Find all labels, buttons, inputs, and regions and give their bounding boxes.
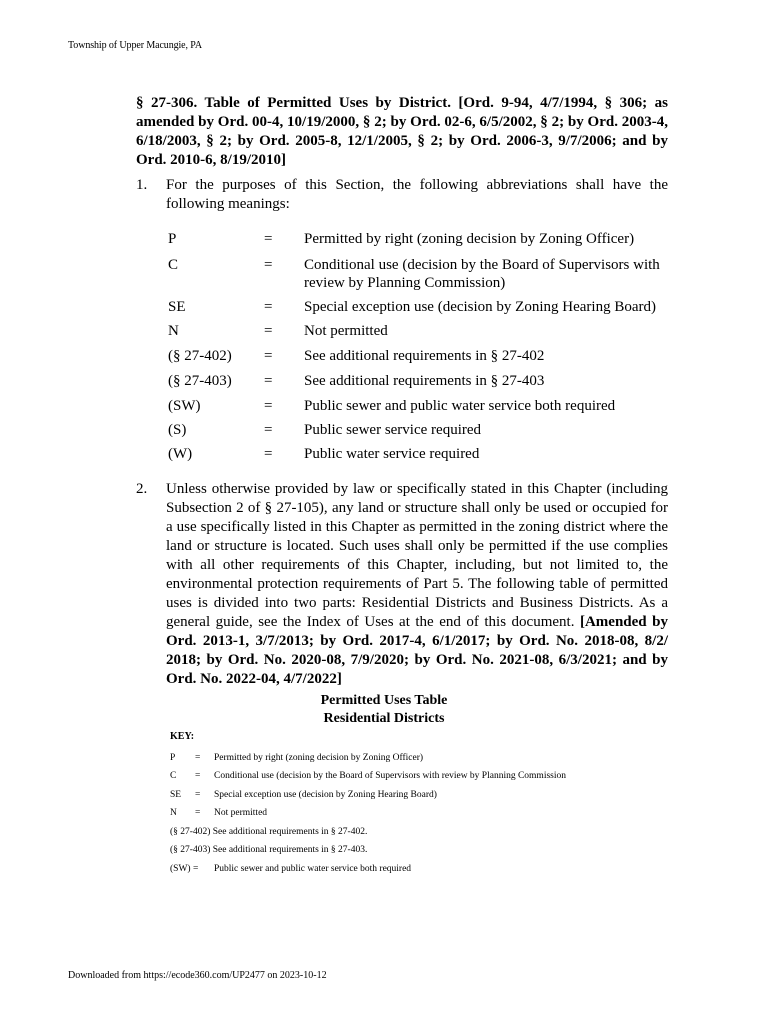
key-definition: Not permitted bbox=[214, 808, 268, 818]
amendment-note: [Amended by Ord. 2013-1, 3/7/2013; by Ord. 2017-4, 6/1/2017; by Ord. No. 2018-08, 8/2/ 2018; by Ord. No. 2020-08, 7/9/2020; by Ord. No. 2021-08, 6/3/2021; and by Ord. No. 2022-04, 4/7/2022] bbox=[166, 614, 668, 687]
abbreviation-definition: Public water service required bbox=[304, 446, 480, 462]
equals-sign: = bbox=[264, 373, 273, 389]
key-definition: Permitted by right (zoning decision by Zoning Officer) bbox=[214, 753, 424, 763]
table-title: Permitted Uses Table bbox=[320, 693, 448, 708]
section-title: § 27-306. Table of Permitted Uses by District. [Ord. 9-94, 4/7/1994, § 306; as amended by Ord. 00-4, 10/19/2000, § 2; by Ord. 02-6, 6/5/2002, § 2; by Ord. 2003-4, 6/18/2003, § 2; by Ord. 2005-8, 12/1/2005, § 2; by Ord. 2006-3, 9/7/2006; and by Ord. 2010-6, 8/19/2010] bbox=[136, 95, 668, 168]
abbreviation-code: (§ 27-403) bbox=[168, 373, 232, 389]
key-label: KEY: bbox=[170, 731, 195, 742]
equals-sign: = bbox=[195, 808, 201, 818]
equals-sign: = bbox=[264, 257, 273, 273]
equals-sign: = bbox=[264, 231, 273, 247]
key-code: P bbox=[170, 753, 176, 763]
equals-sign: = bbox=[195, 790, 201, 800]
equals-sign: = bbox=[264, 422, 273, 438]
paragraph-number: 2. bbox=[136, 481, 148, 497]
equals-sign: = bbox=[195, 753, 201, 763]
key-code: C bbox=[170, 771, 177, 781]
abbreviation-code: (§ 27-402) bbox=[168, 348, 232, 364]
paragraph-text: For the purposes of this Section, the following abbreviations shall have the following meanings: bbox=[166, 177, 668, 212]
paragraph-1 bbox=[136, 176, 668, 214]
abbreviation-definition: Conditional use (decision by the Board of Supervisors with review by Planning Commission) bbox=[304, 257, 660, 291]
abbreviation-definition: Special exception use (decision by Zoning Hearing Board) bbox=[304, 299, 656, 315]
key-code: N bbox=[170, 808, 177, 818]
abbreviation-code: SE bbox=[168, 299, 186, 315]
paragraph-text bbox=[166, 480, 668, 689]
key-definition: (§ 27-402) See additional requirements in § 27-402. bbox=[170, 827, 368, 837]
abbreviation-code: C bbox=[168, 257, 179, 273]
equals-sign: = bbox=[264, 446, 273, 462]
key-definition: Public sewer and public water service both required bbox=[214, 864, 412, 874]
equals-sign: = bbox=[264, 323, 273, 339]
key-code: SE bbox=[170, 790, 182, 800]
abbreviation-code: P bbox=[168, 231, 177, 247]
abbreviation-definition: Public sewer and public water service both required bbox=[304, 398, 616, 414]
abbreviation-definition: Public sewer service required bbox=[304, 422, 482, 438]
equals-sign: = bbox=[195, 771, 201, 781]
equals-sign: = bbox=[264, 348, 273, 364]
equals-sign: = bbox=[264, 398, 273, 414]
abbreviation-definition: Not permitted bbox=[304, 323, 388, 339]
key-definition: Conditional use (decision by the Board of Supervisors with review by Planning Commission bbox=[214, 771, 566, 781]
page-footer: Downloaded from https://ecode360.com/UP2477 on 2023-10-12 bbox=[68, 970, 327, 981]
equals-sign: = bbox=[264, 299, 273, 315]
abbreviation-definition: See additional requirements in § 27-402 bbox=[304, 348, 545, 364]
page-header: Township of Upper Macungie, PA bbox=[68, 40, 202, 51]
paragraph-body: Unless otherwise provided by law or specifically stated in this Chapter (including Subsection 2 of § 27-105), any land or structure shall only be used or occupied for a use specifically listed in this Chapter as permitted in the zoning district where the land or structure is located. Such uses shall only be permitted if the use complies with all other requirements of this Chapter, including, but not limited to, the environmental protection requirements of Part 5. The following table of permitted uses is divided into two parts: Residential Districts and Business Districts. As a general guide, see the Index of Uses at the end of this document. bbox=[166, 481, 668, 630]
paragraph-number: 1. bbox=[136, 177, 148, 193]
key-definition: (§ 27-403) See additional requirements in § 27-403. bbox=[170, 845, 368, 855]
abbreviation-code: (SW) bbox=[168, 398, 201, 414]
abbreviation-code: (S) bbox=[168, 422, 187, 438]
abbreviation-code: (W) bbox=[168, 446, 193, 462]
paragraph-2 bbox=[136, 480, 668, 689]
abbreviation-definition: Permitted by right (zoning decision by Zoning Officer) bbox=[304, 231, 635, 247]
table-subtitle: Residential Districts bbox=[323, 711, 445, 726]
abbreviation-definition: See additional requirements in § 27-403 bbox=[304, 373, 545, 389]
key-code: (SW) = bbox=[170, 864, 199, 874]
abbreviation-code: N bbox=[168, 323, 179, 339]
key-definition: Special exception use (decision by Zoning Hearing Board) bbox=[214, 790, 437, 800]
